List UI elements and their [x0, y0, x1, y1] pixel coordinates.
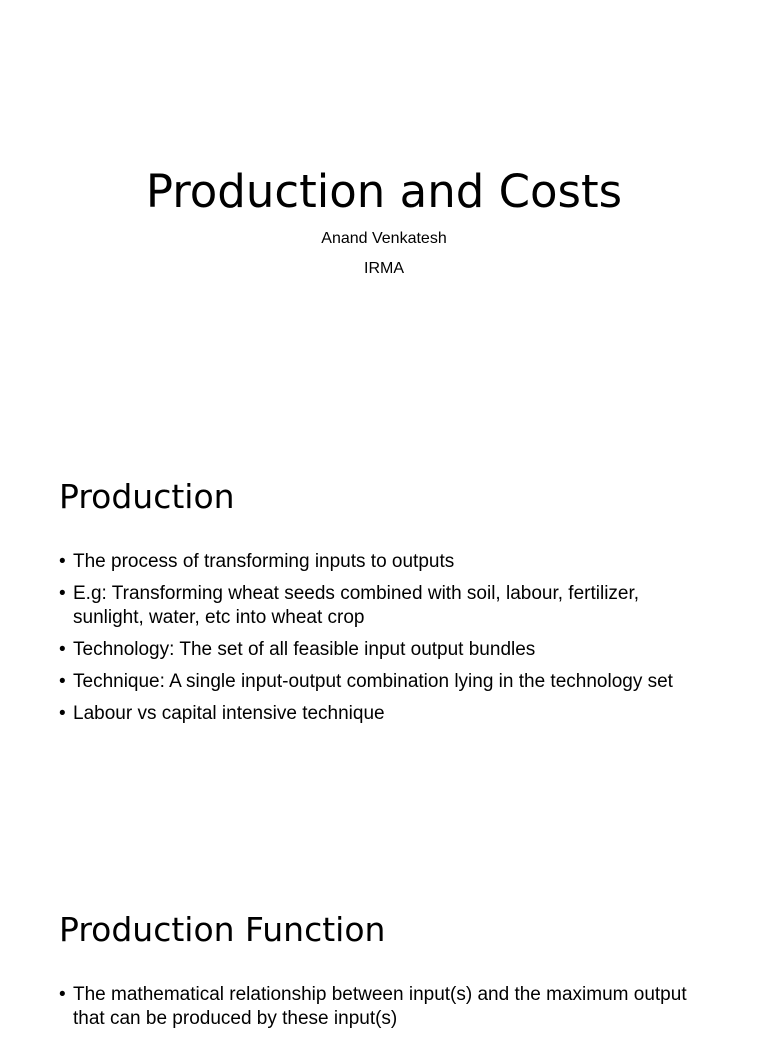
bullet-text: Technology: The set of all feasible input output bundles — [73, 639, 536, 660]
bullet-icon: • — [59, 984, 66, 1005]
production-bullet-list — [59, 550, 709, 734]
bullet-text: E.g: Transforming wheat seeds combined with soil, labour, fertilizer, sunlight, water, etc into wheat crop — [73, 583, 640, 628]
bullet-icon: • — [59, 551, 66, 572]
author-affiliation: IRMA — [364, 260, 404, 277]
list-item — [59, 550, 709, 574]
bullet-icon: • — [59, 671, 66, 692]
list-item — [59, 638, 709, 662]
bullet-icon: • — [59, 583, 66, 604]
production-function-bullet-list — [59, 983, 709, 1039]
list-item — [59, 702, 709, 726]
bullet-text: The process of transforming inputs to outputs — [73, 551, 455, 572]
bullet-text: Labour vs capital intensive technique — [73, 703, 385, 724]
bullet-icon: • — [59, 639, 66, 660]
presentation-title: Production and Costs — [145, 165, 623, 218]
production-heading: Production — [59, 477, 235, 516]
list-item — [59, 670, 709, 694]
author-name: Anand Venkatesh — [321, 230, 447, 247]
bullet-text: Technique: A single input-output combination lying in the technology set — [73, 671, 673, 692]
bullet-icon: • — [59, 703, 66, 724]
bullet-text: The mathematical relationship between input(s) and the maximum output that can be produced by these input(s) — [73, 984, 687, 1029]
list-item — [59, 582, 709, 630]
production-function-heading: Production Function — [59, 910, 386, 949]
